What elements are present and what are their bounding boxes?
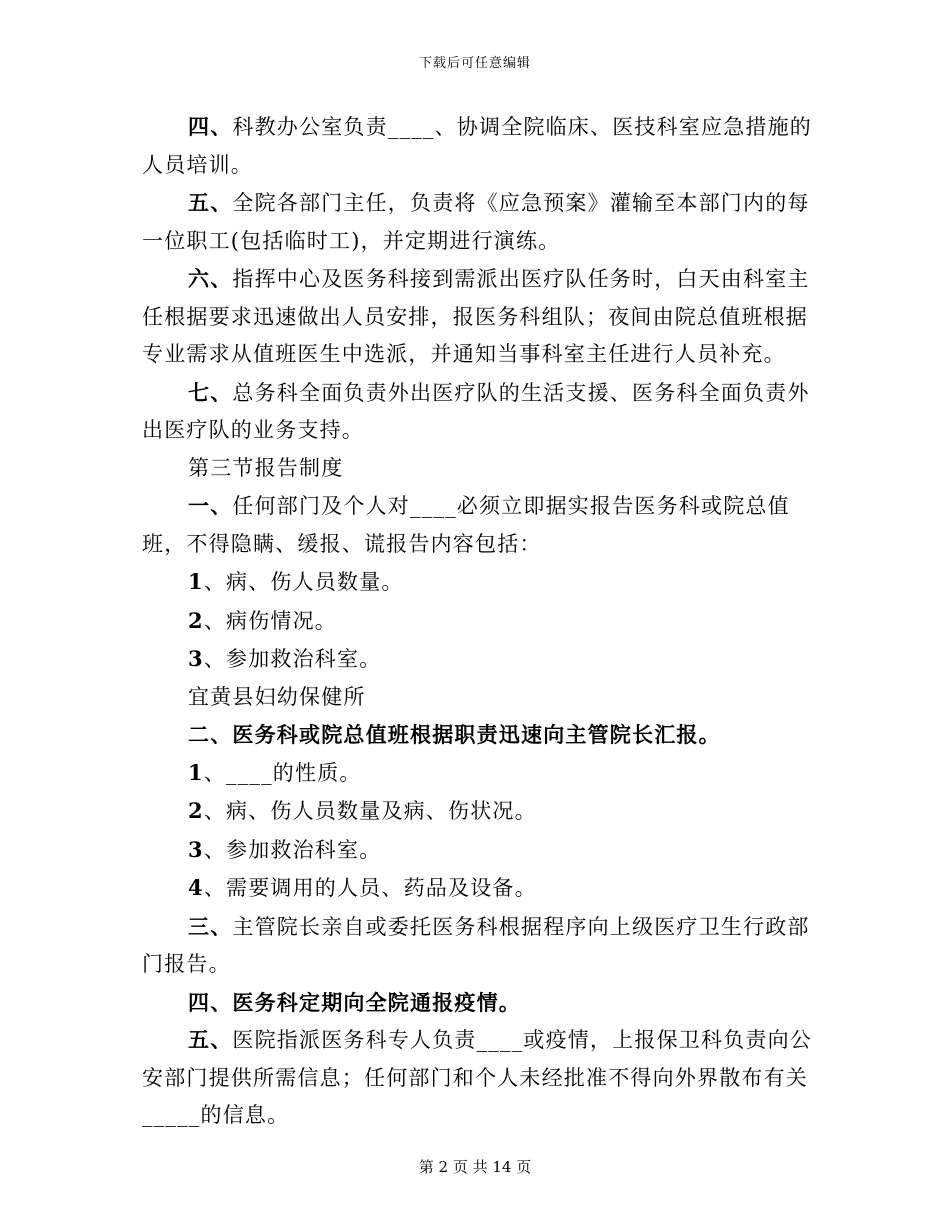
page-footer: 第 2 页 共 14 页 (418, 1158, 532, 1176)
paragraph-text: 全院各部门主任，负责将《应急预案》灌输至本部门内的每一位职工(包括临时工)，并定期进行演练。 (142, 191, 810, 253)
section-heading (142, 450, 812, 488)
paragraph-text: 医院指派医务科专人负责____或疫情，上报保卫科负责向公安部门提供所需信息；任何部门和个人未经批准不得向外界散布有关_____的信息。 (142, 1028, 813, 1127)
list-item (142, 792, 812, 831)
paragraph (142, 184, 812, 260)
document-body (142, 108, 812, 1135)
paragraph-text: 指挥中心及医务科接到需派出医疗队任务时，白天由科室主任根据要求迅速做出人员安排，报医务科组队；夜间由院总值班根据专业需求从值班医生中选派，并通知当事科室主任进行人员补充。 (142, 267, 810, 366)
paragraph (142, 716, 812, 754)
paragraph-text: 宜黄县妇幼保健所 (188, 684, 366, 709)
list-number: 3 (188, 646, 204, 671)
paragraph-lead: 六、 (188, 266, 233, 291)
list-item-text: 、病伤情况。 (203, 608, 338, 633)
organization-name (142, 679, 812, 717)
list-item (142, 640, 812, 679)
paragraph-lead: 五、 (188, 1027, 233, 1052)
list-number: 1 (188, 759, 204, 785)
paragraph (142, 908, 812, 984)
list-number: 2 (188, 607, 204, 633)
paragraph-lead: 一、 (188, 493, 233, 518)
list-number: 2 (188, 798, 204, 823)
paragraph-text: 科教办公室负责____、协调全院临床、医技科室应急措施的人员培训。 (142, 115, 813, 177)
list-item-text: 、病、伤人员数量及病、伤状况。 (203, 799, 537, 823)
paragraph-lead: 五、 (188, 190, 233, 215)
list-item (142, 754, 812, 793)
paragraph (142, 984, 812, 1022)
paragraph (142, 1021, 812, 1135)
paragraph-lead: 二、 (188, 722, 233, 747)
paragraph-lead: 四、 (188, 989, 233, 1015)
paragraph (142, 260, 812, 374)
paragraph (142, 108, 812, 184)
list-item-text: 、____的性质。 (203, 760, 362, 785)
list-item (142, 869, 812, 908)
paragraph-text: 医务科定期向全院通报疫情。 (232, 989, 522, 1015)
paragraph-text: 主管院长亲自或委托医务科根据程序向上级医疗卫生行政部门报告。 (142, 914, 810, 976)
paragraph-text: 总务科全面负责外出医疗队的生活支援、医务科全面负责外出医疗队的业务支持。 (142, 380, 810, 442)
paragraph-text: 任何部门及个人对____必须立即据实报告医务科或院总值班，不得隐瞒、缓报、谎报告内容包括： (142, 494, 790, 556)
paragraph (142, 487, 812, 563)
list-item (142, 563, 812, 602)
paragraph-text: 第三节报告制度 (188, 455, 344, 480)
list-item-text: 、参加救治科室。 (203, 647, 382, 671)
paragraph (142, 374, 812, 450)
paragraph-lead: 七、 (188, 379, 233, 405)
paragraph-text: 医务科或院总值班根据职责迅速向主管院长汇报。 (232, 722, 721, 747)
paragraph-lead: 三、 (188, 913, 233, 939)
list-item-text: 、参加救治科室。 (203, 837, 382, 862)
list-item-text: 、需要调用的人员、药品及设备。 (203, 876, 537, 900)
list-item-text: 、病、伤人员数量。 (203, 570, 404, 594)
list-number: 1 (188, 569, 204, 594)
page-header: 下载后可任意编辑 (418, 56, 531, 71)
list-item (142, 602, 812, 641)
list-number: 3 (188, 836, 204, 862)
list-number: 4 (188, 875, 204, 900)
paragraph-lead: 四、 (188, 114, 233, 139)
list-item (142, 831, 812, 870)
